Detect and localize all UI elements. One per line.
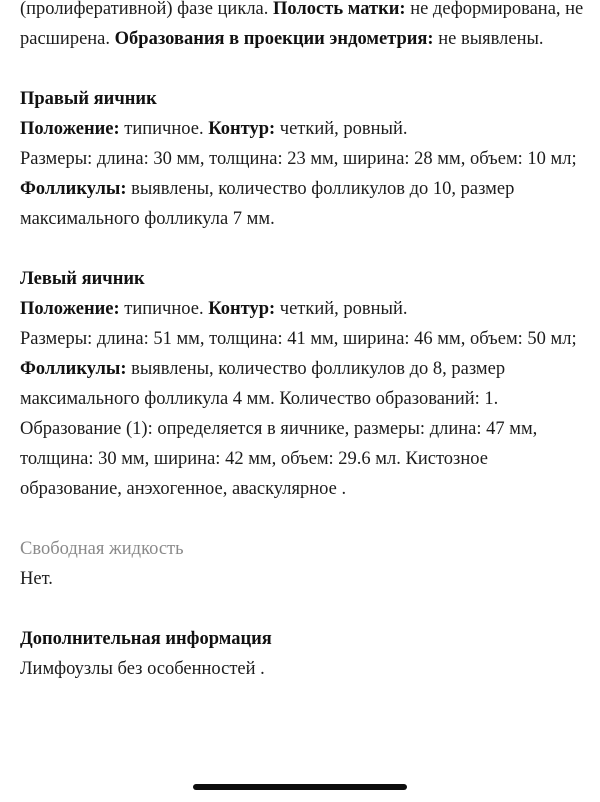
right-ovary-follicles-label: Фолликулы: — [20, 179, 127, 199]
right-ovary-position-value: типичное. — [119, 119, 209, 139]
left-ovary-position-label: Положение: — [20, 299, 120, 319]
left-ovary-sizes: Размеры: длина: 51 мм, толщина: 41 мм, ширина: 46 мм, объем: 50 мл; — [20, 329, 577, 349]
right-ovary-title: Правый яичник — [20, 89, 157, 109]
uterus-phase-text: (пролиферативной) фазе цикла. — [20, 0, 274, 19]
left-ovary-position-value: типичное. — [119, 299, 209, 319]
right-ovary-follicles-value: выявлены, количество фолликулов до 10, размер максимального фолликула 7 мм. — [20, 179, 515, 229]
free-fluid-section — [20, 534, 588, 594]
additional-info-section — [20, 624, 588, 684]
right-ovary-sizes: Размеры: длина: 30 мм, толщина: 23 мм, ширина: 28 мм, объем: 10 мл; — [20, 149, 577, 169]
additional-info-title: Дополнительная информация — [20, 629, 272, 649]
endometrium-formations-label: Образования в проекции эндометрия: — [114, 29, 434, 49]
endometrium-formations-value: не выявлены. — [433, 29, 544, 49]
uterus-cavity-label: Полость матки: — [273, 0, 406, 19]
additional-info-value: Лимфоузлы без особенностей . — [20, 659, 265, 679]
right-ovary-contour-value: четкий, ровный. — [275, 119, 408, 139]
left-ovary-follicles-value: выявлены, количество фолликулов до 8, размер максимального фолликула 4 мм. Количество образований: 1. Образование (1): определяется в яичнике, размеры: длина: 47 мм, толщина: 30 мм, ширина: 42 мм, объем: 29.6 мл. Кистозное образование, анэхогенное, аваскулярное . — [20, 359, 538, 499]
uterus-cavity-value: не деформирована, не расширена. — [20, 0, 584, 49]
left-ovary-title: Левый яичник — [20, 269, 145, 289]
left-ovary-contour-label: Контур: — [208, 299, 276, 319]
left-ovary-position-line — [20, 294, 588, 324]
left-ovary-details — [20, 324, 588, 504]
left-ovary-contour-value: четкий, ровный. — [275, 299, 408, 319]
right-ovary-details — [20, 144, 588, 234]
left-ovary-follicles-label: Фолликулы: — [20, 359, 127, 379]
right-ovary-contour-label: Контур: — [208, 119, 276, 139]
right-ovary-section — [20, 84, 588, 234]
uterus-paragraph — [20, 0, 588, 54]
right-ovary-position-line — [20, 114, 588, 144]
report-content — [20, 0, 588, 684]
right-ovary-position-label: Положение: — [20, 119, 120, 139]
free-fluid-value: Нет. — [20, 569, 53, 589]
left-ovary-section — [20, 264, 588, 504]
free-fluid-title: Свободная жидкость — [20, 539, 184, 559]
home-indicator[interactable] — [193, 784, 407, 790]
